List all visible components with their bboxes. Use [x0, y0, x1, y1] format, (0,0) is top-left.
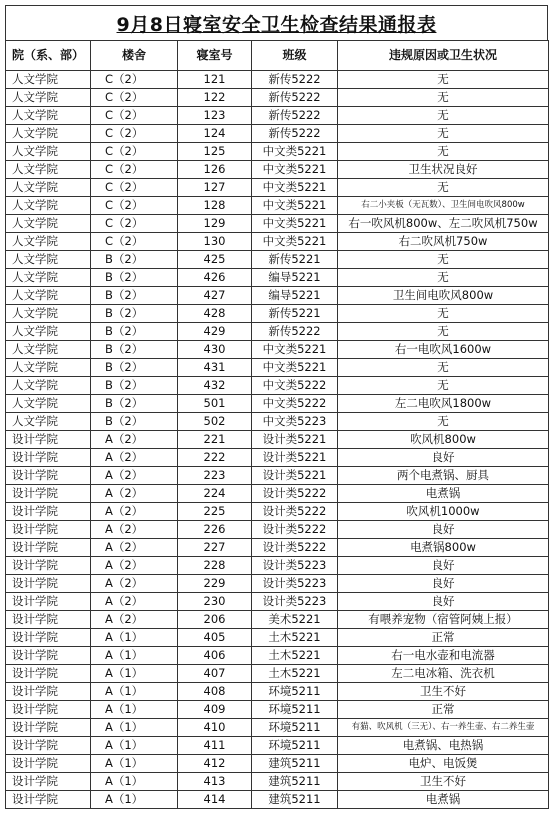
header-reason: 违规原因或卫生状况 — [338, 41, 549, 71]
cell-room: 127 — [178, 179, 252, 197]
inspection-table — [5, 40, 549, 809]
table-row — [6, 323, 549, 341]
cell-class: 中文类5221 — [252, 179, 338, 197]
cell-reason: 无 — [338, 305, 549, 323]
cell-room: 122 — [178, 89, 252, 107]
table-row — [6, 575, 549, 593]
cell-building: A（2） — [91, 521, 178, 539]
cell-college: 人文学院 — [6, 359, 91, 377]
cell-room: 414 — [178, 791, 252, 809]
cell-room: 123 — [178, 107, 252, 125]
cell-college: 设计学院 — [6, 647, 91, 665]
cell-class: 中文类5221 — [252, 161, 338, 179]
cell-room: 411 — [178, 737, 252, 755]
cell-room: 413 — [178, 773, 252, 791]
cell-reason: 卫生不好 — [338, 683, 549, 701]
cell-building: C（2） — [91, 125, 178, 143]
table-row — [6, 89, 549, 107]
cell-building: A（2） — [91, 467, 178, 485]
cell-reason: 无 — [338, 323, 549, 341]
cell-building: A（2） — [91, 539, 178, 557]
table-row — [6, 197, 549, 215]
table-row — [6, 665, 549, 683]
table-row — [6, 755, 549, 773]
table-row — [6, 467, 549, 485]
cell-room: 128 — [178, 197, 252, 215]
cell-class: 中文类5222 — [252, 395, 338, 413]
cell-college: 人文学院 — [6, 107, 91, 125]
cell-college: 人文学院 — [6, 197, 91, 215]
cell-reason: 卫生不好 — [338, 773, 549, 791]
cell-college: 设计学院 — [6, 485, 91, 503]
table-row — [6, 71, 549, 89]
cell-college: 设计学院 — [6, 449, 91, 467]
cell-room: 501 — [178, 395, 252, 413]
cell-building: A（2） — [91, 575, 178, 593]
table-row — [6, 737, 549, 755]
cell-building: B（2） — [91, 287, 178, 305]
cell-building: C（2） — [91, 197, 178, 215]
cell-college: 人文学院 — [6, 269, 91, 287]
cell-class: 建筑5211 — [252, 773, 338, 791]
table-row — [6, 233, 549, 251]
header-building: 楼舍 — [91, 41, 178, 71]
cell-building: C（2） — [91, 107, 178, 125]
cell-building: B（2） — [91, 413, 178, 431]
cell-college: 设计学院 — [6, 683, 91, 701]
cell-class: 中文类5221 — [252, 341, 338, 359]
cell-building: C（2） — [91, 71, 178, 89]
table-row — [6, 629, 549, 647]
cell-college: 人文学院 — [6, 341, 91, 359]
cell-room: 431 — [178, 359, 252, 377]
cell-class: 设计类5221 — [252, 449, 338, 467]
cell-class: 环境5211 — [252, 683, 338, 701]
cell-class: 新传5222 — [252, 71, 338, 89]
table-row — [6, 539, 549, 557]
cell-college: 设计学院 — [6, 701, 91, 719]
cell-reason: 良好 — [338, 521, 549, 539]
cell-building: B（2） — [91, 323, 178, 341]
cell-class: 建筑5211 — [252, 791, 338, 809]
cell-room: 407 — [178, 665, 252, 683]
cell-class: 设计类5222 — [252, 485, 338, 503]
cell-class: 中文类5221 — [252, 197, 338, 215]
cell-reason: 无 — [338, 71, 549, 89]
cell-college: 设计学院 — [6, 539, 91, 557]
title-bar — [5, 5, 548, 40]
cell-reason: 卫生间电吹风800w — [338, 287, 549, 305]
cell-room: 124 — [178, 125, 252, 143]
cell-room: 425 — [178, 251, 252, 269]
cell-class: 设计类5222 — [252, 539, 338, 557]
cell-reason: 电煮锅、电热锅 — [338, 737, 549, 755]
cell-reason: 良好 — [338, 449, 549, 467]
cell-reason: 右一电水壶和电流器 — [338, 647, 549, 665]
cell-college: 人文学院 — [6, 161, 91, 179]
cell-reason: 无 — [338, 413, 549, 431]
header-room: 寝室号 — [178, 41, 252, 71]
table-row — [6, 161, 549, 179]
cell-class: 设计类5222 — [252, 521, 338, 539]
cell-reason: 无 — [338, 89, 549, 107]
header-row — [6, 41, 549, 71]
cell-class: 环境5211 — [252, 701, 338, 719]
table-row — [6, 485, 549, 503]
table-row — [6, 773, 549, 791]
cell-college: 设计学院 — [6, 557, 91, 575]
table-row — [6, 557, 549, 575]
cell-reason: 无 — [338, 179, 549, 197]
cell-room: 409 — [178, 701, 252, 719]
cell-building: A（2） — [91, 503, 178, 521]
page-title: 9月8日寝室安全卫生检查结果通报表 — [116, 13, 437, 36]
cell-college: 设计学院 — [6, 467, 91, 485]
cell-room: 427 — [178, 287, 252, 305]
cell-building: C（2） — [91, 89, 178, 107]
cell-building: A（1） — [91, 755, 178, 773]
cell-building: A（2） — [91, 431, 178, 449]
cell-college: 人文学院 — [6, 305, 91, 323]
cell-college: 人文学院 — [6, 125, 91, 143]
cell-building: A（2） — [91, 557, 178, 575]
cell-room: 412 — [178, 755, 252, 773]
cell-reason: 无 — [338, 125, 549, 143]
cell-class: 设计类5223 — [252, 557, 338, 575]
cell-building: A（2） — [91, 449, 178, 467]
cell-building: A（1） — [91, 665, 178, 683]
cell-class: 新传5222 — [252, 125, 338, 143]
cell-college: 设计学院 — [6, 773, 91, 791]
cell-college: 设计学院 — [6, 737, 91, 755]
cell-building: A（1） — [91, 737, 178, 755]
cell-reason: 有喂养宠物（宿管阿姨上报） — [338, 611, 549, 629]
cell-reason: 吹风机1000w — [338, 503, 549, 521]
cell-class: 中文类5222 — [252, 377, 338, 395]
cell-building: B（2） — [91, 359, 178, 377]
cell-class: 新传5221 — [252, 305, 338, 323]
cell-class: 中文类5221 — [252, 233, 338, 251]
cell-class: 新传5222 — [252, 89, 338, 107]
cell-building: A（1） — [91, 683, 178, 701]
cell-college: 人文学院 — [6, 215, 91, 233]
cell-room: 230 — [178, 593, 252, 611]
cell-building: A（2） — [91, 611, 178, 629]
cell-room: 223 — [178, 467, 252, 485]
cell-room: 410 — [178, 719, 252, 737]
cell-college: 人文学院 — [6, 179, 91, 197]
cell-reason: 无 — [338, 251, 549, 269]
cell-room: 429 — [178, 323, 252, 341]
cell-reason: 无 — [338, 359, 549, 377]
cell-reason: 良好 — [338, 593, 549, 611]
table-row — [6, 125, 549, 143]
cell-reason: 左二电冰箱、洗衣机 — [338, 665, 549, 683]
cell-building: A（1） — [91, 647, 178, 665]
cell-room: 432 — [178, 377, 252, 395]
cell-building: C（2） — [91, 143, 178, 161]
table-row — [6, 359, 549, 377]
cell-room: 502 — [178, 413, 252, 431]
cell-class: 环境5211 — [252, 737, 338, 755]
cell-room: 221 — [178, 431, 252, 449]
header-college: 院（系、部） — [6, 41, 91, 71]
cell-college: 设计学院 — [6, 611, 91, 629]
cell-reason: 无 — [338, 377, 549, 395]
table-row — [6, 611, 549, 629]
cell-college: 设计学院 — [6, 665, 91, 683]
cell-room: 226 — [178, 521, 252, 539]
cell-reason: 右二小夹板（无瓦数）、卫生间电吹风800w — [338, 197, 549, 215]
header-class: 班级 — [252, 41, 338, 71]
cell-building: A（1） — [91, 719, 178, 737]
cell-class: 设计类5222 — [252, 503, 338, 521]
cell-room: 426 — [178, 269, 252, 287]
cell-room: 430 — [178, 341, 252, 359]
cell-college: 设计学院 — [6, 593, 91, 611]
cell-room: 129 — [178, 215, 252, 233]
cell-reason: 良好 — [338, 575, 549, 593]
cell-class: 环境5211 — [252, 719, 338, 737]
cell-reason: 无 — [338, 107, 549, 125]
cell-college: 人文学院 — [6, 395, 91, 413]
cell-college: 人文学院 — [6, 323, 91, 341]
cell-room: 228 — [178, 557, 252, 575]
table-row — [6, 377, 549, 395]
cell-college: 人文学院 — [6, 377, 91, 395]
table-row — [6, 449, 549, 467]
cell-reason: 右二吹风机750w — [338, 233, 549, 251]
cell-college: 设计学院 — [6, 431, 91, 449]
cell-class: 新传5222 — [252, 323, 338, 341]
cell-college: 人文学院 — [6, 143, 91, 161]
table-row — [6, 503, 549, 521]
cell-college: 设计学院 — [6, 719, 91, 737]
table-row — [6, 593, 549, 611]
table-row — [6, 719, 549, 737]
cell-class: 编导5221 — [252, 287, 338, 305]
cell-class: 设计类5223 — [252, 593, 338, 611]
cell-building: A（2） — [91, 593, 178, 611]
cell-building: B（2） — [91, 377, 178, 395]
cell-class: 中文类5221 — [252, 143, 338, 161]
cell-class: 新传5222 — [252, 107, 338, 125]
cell-reason: 电煮锅800w — [338, 539, 549, 557]
cell-room: 222 — [178, 449, 252, 467]
cell-reason: 左二电吹风1800w — [338, 395, 549, 413]
cell-room: 229 — [178, 575, 252, 593]
cell-college: 设计学院 — [6, 503, 91, 521]
cell-reason: 电煮锅 — [338, 485, 549, 503]
cell-building: C（2） — [91, 215, 178, 233]
cell-class: 土木5221 — [252, 647, 338, 665]
cell-building: A（1） — [91, 791, 178, 809]
cell-building: C（2） — [91, 179, 178, 197]
table-row — [6, 107, 549, 125]
table-row — [6, 341, 549, 359]
cell-college: 人文学院 — [6, 251, 91, 269]
cell-college: 设计学院 — [6, 791, 91, 809]
cell-room: 225 — [178, 503, 252, 521]
cell-class: 土木5221 — [252, 665, 338, 683]
cell-reason: 有猫、吹风机（三无）、右一养生壶、右二养生壶 — [338, 719, 549, 737]
cell-room: 227 — [178, 539, 252, 557]
cell-reason: 右一吹风机800w、左二吹风机750w — [338, 215, 549, 233]
cell-room: 121 — [178, 71, 252, 89]
cell-class: 设计类5221 — [252, 431, 338, 449]
cell-class: 美术5221 — [252, 611, 338, 629]
cell-reason: 无 — [338, 269, 549, 287]
table-row — [6, 143, 549, 161]
cell-building: B（2） — [91, 395, 178, 413]
cell-room: 224 — [178, 485, 252, 503]
cell-class: 中文类5221 — [252, 359, 338, 377]
cell-reason: 正常 — [338, 701, 549, 719]
cell-room: 405 — [178, 629, 252, 647]
cell-building: A（1） — [91, 629, 178, 647]
cell-reason: 电煮锅 — [338, 791, 549, 809]
cell-reason: 卫生状况良好 — [338, 161, 549, 179]
table-row — [6, 269, 549, 287]
cell-reason: 正常 — [338, 629, 549, 647]
cell-class: 设计类5221 — [252, 467, 338, 485]
table-row — [6, 395, 549, 413]
table-row — [6, 305, 549, 323]
cell-class: 土木5221 — [252, 629, 338, 647]
cell-reason: 良好 — [338, 557, 549, 575]
table-row — [6, 179, 549, 197]
cell-room: 206 — [178, 611, 252, 629]
cell-college: 设计学院 — [6, 755, 91, 773]
cell-building: B（2） — [91, 341, 178, 359]
table-row — [6, 647, 549, 665]
cell-building: C（2） — [91, 161, 178, 179]
cell-college: 设计学院 — [6, 521, 91, 539]
cell-college: 人文学院 — [6, 287, 91, 305]
table-row — [6, 791, 549, 809]
table-row — [6, 413, 549, 431]
cell-class: 建筑5211 — [252, 755, 338, 773]
cell-class: 中文类5221 — [252, 215, 338, 233]
cell-room: 428 — [178, 305, 252, 323]
table-row — [6, 431, 549, 449]
cell-building: A（1） — [91, 773, 178, 791]
table-row — [6, 215, 549, 233]
cell-room: 125 — [178, 143, 252, 161]
cell-building: B（2） — [91, 251, 178, 269]
cell-class: 中文类5223 — [252, 413, 338, 431]
cell-building: C（2） — [91, 233, 178, 251]
table-row — [6, 701, 549, 719]
cell-college: 人文学院 — [6, 71, 91, 89]
cell-reason: 两个电煮锅、厨具 — [338, 467, 549, 485]
cell-college: 设计学院 — [6, 629, 91, 647]
cell-class: 新传5221 — [252, 251, 338, 269]
cell-building: B（2） — [91, 305, 178, 323]
cell-college: 设计学院 — [6, 575, 91, 593]
cell-building: A（1） — [91, 701, 178, 719]
cell-room: 126 — [178, 161, 252, 179]
cell-building: A（2） — [91, 485, 178, 503]
cell-reason: 电炉、电饭煲 — [338, 755, 549, 773]
cell-reason: 右一电吹风1600w — [338, 341, 549, 359]
cell-room: 406 — [178, 647, 252, 665]
inspection-report-sheet — [5, 5, 548, 809]
cell-class: 编导5221 — [252, 269, 338, 287]
cell-reason: 无 — [338, 143, 549, 161]
cell-room: 130 — [178, 233, 252, 251]
cell-college: 人文学院 — [6, 89, 91, 107]
table-row — [6, 521, 549, 539]
cell-college: 人文学院 — [6, 413, 91, 431]
table-row — [6, 251, 549, 269]
cell-building: B（2） — [91, 269, 178, 287]
table-row — [6, 287, 549, 305]
cell-class: 设计类5223 — [252, 575, 338, 593]
cell-reason: 吹风机800w — [338, 431, 549, 449]
cell-college: 人文学院 — [6, 233, 91, 251]
table-row — [6, 683, 549, 701]
cell-room: 408 — [178, 683, 252, 701]
